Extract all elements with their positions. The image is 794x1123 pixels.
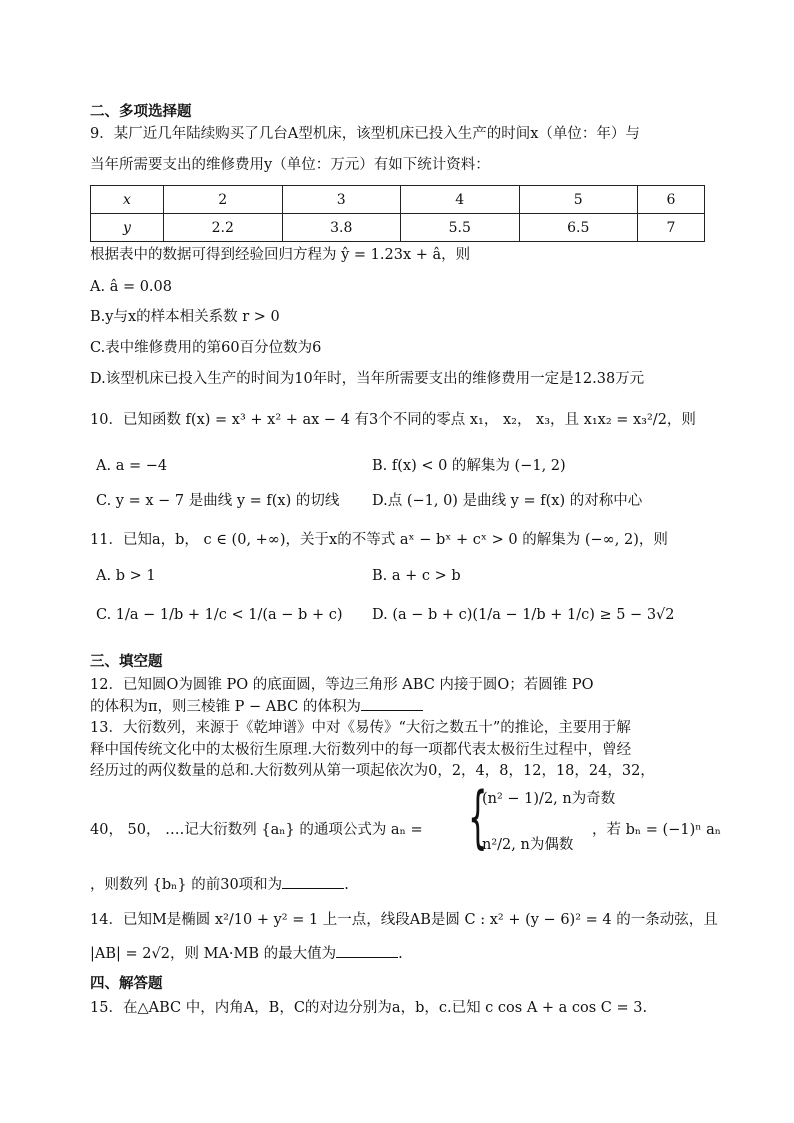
piece-even: n²/2, n为偶数 [482,837,574,853]
q9-stem-line2: 当年所需要支出的维修费用y（单位：万元）有如下统计资料： [90,157,490,173]
q10-option-a: A. a = −4 [96,458,168,474]
table-header-x: x [91,186,164,214]
q9-option-d: D.该型机床已投入生产的时间为10年时，当年所需要支出的维修费用一定是12.38万元 [90,371,645,387]
q9-stem-line1: 9．某厂近几年陆续购买了几台A型机床，该型机床已投入生产的时间x（单位：年）与 [90,126,640,142]
q11-stem: 11．已知a，b， c ∈ (0, +∞)，关于x的不等式 aˣ − bˣ + cˣ > 0 的解集为 (−∞, 2)，则 [90,532,668,548]
q14-line2: |AB| = 2√2，则 MA·MB 的最大值为 [90,946,337,962]
table-cell: 6 [638,186,705,214]
q11-option-d: D. (a − b + c)(1/a − 1/b + 1/c) ≥ 5 − 3√2 [372,607,675,623]
table-cell: 2.2 [164,214,283,242]
table-row-y [91,214,705,242]
q13-piecewise-formula [468,778,616,863]
q14-line1: 14．已知M是椭圆 x²/10 + y² = 1 上一点，线段AB是圆 C : x² + (y − 6)² = 4 的一条动弦，且 [90,912,718,928]
period: . [344,877,349,893]
q13-line4a: 40， 50， ….记大衍数列 {aₙ} 的通项公式为 aₙ = [90,822,423,838]
table-header-y: y [91,214,164,242]
q9-data-table [90,185,705,242]
q14-line2-wrap [90,943,705,964]
answer-blank[interactable] [336,943,398,958]
answer-blank[interactable] [361,696,423,711]
table-cell: 5 [519,186,638,214]
q13-line4b: ，若 bₙ = (−1)ⁿ aₙ [592,822,722,838]
table-cell: 6.5 [519,214,638,242]
q13-line2: 释中国传统文化中的太极衍生原理.大衍数列中的每一项都代表太极衍生过程中，曾经 [90,742,632,758]
q9-option-c: C.表中维修费用的第60百分位数为6 [90,340,322,356]
table-cell: 2 [164,186,283,214]
q9-option-a: A. â = 0.08 [90,279,172,295]
q10-option-c: C. y = x − 7 是曲线 y = f(x) 的切线 [96,493,340,509]
answer-blank[interactable] [282,874,344,889]
section-heading-multiple-choice: 二、多项选择题 [90,104,192,120]
q12-line2: 的体积为π，则三棱锥 P − ABC 的体积为 [90,699,361,715]
table-cell: 3 [282,186,401,214]
q11-option-a: A. b > 1 [96,568,156,584]
q11-option-b: B. a + c > b [372,568,461,584]
q13-line3: 经历过的两仪数量的总和.大衍数列从第一项起依次为0，2，4，8，12，18，24，32， [90,763,655,779]
brace-glyph: { [468,778,488,857]
table-cell: 3.8 [282,214,401,242]
q12-line2-wrap [90,696,705,717]
q10-stem: 10．已知函数 f(x) = x³ + x² + ax − 4 有3个不同的零点 x₁， x₂， x₃，且 x₁x₂ = x₃²/2，则 [90,412,696,428]
q12-line1: 12．已知圆O为圆锥 PO 的底面圆，等边三角形 ABC 内接于圆O；若圆锥 PO [90,677,594,693]
q11-option-c: C. 1/a − 1/b + 1/c < 1/(a − b + c) [96,607,343,623]
table-row-x [91,186,705,214]
period: . [398,946,403,962]
piece-odd: (n² − 1)/2, n为奇数 [482,791,616,807]
section-heading-solutions: 四、解答题 [90,976,163,992]
section-heading-fill-in: 三、填空题 [90,654,163,670]
q15-line1: 15．在△ABC 中，内角A，B，C的对边分别为a，b，c.已知 c cos A + a cos C = 3. [90,1000,648,1016]
q13-line1: 13．大衍数列，来源于《乾坤谱》中对《易传》“大衍之数五十”的推论，主要用于解 [90,720,631,736]
q9-option-b: B.y与x的样本相关系数 r > 0 [90,309,280,325]
q9-regression-line: 根据表中的数据可得到经验回归方程为 ŷ = 1.23x + â，则 [90,247,471,263]
table-cell: 5.5 [401,214,520,242]
q10-option-b: B. f(x) < 0 的解集为 (−1, 2) [372,458,566,474]
q10-option-d: D.点 (−1, 0) 是曲线 y = f(x) 的对称中心 [372,493,643,509]
q13-line5-wrap [90,874,705,895]
table-cell: 7 [638,214,705,242]
table-cell: 4 [401,186,520,214]
q13-line5: ，则数列 {bₙ} 的前30项和为 [90,877,283,893]
